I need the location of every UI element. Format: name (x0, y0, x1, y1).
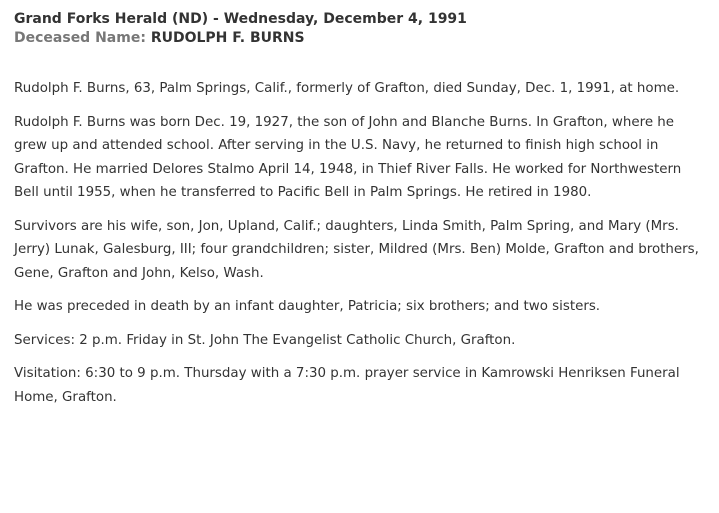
paragraph-survivors: Survivors are his wife, son, Jon, Upland, Calif.; daughters, Linda Smith, Palm Spring, and Mary (Mrs. Jerry) Lunak, Galesburg, III; four grandchildren; sister, Mildred (Mrs. Ben) Molde, Grafton and brothers, Gene, Grafton and John, Kelso, Wash. (14, 218, 699, 281)
obituary-article (14, 10, 704, 419)
deceased-name: RUDOLPH F. BURNS (150, 30, 305, 46)
obituary-body (14, 77, 704, 409)
paragraph-visitation: Visitation: 6:30 to 9 p.m. Thursday with a 7:30 p.m. prayer service in Kamrowski Henriksen Funeral Home, Grafton. (14, 366, 680, 405)
source-line (14, 10, 704, 29)
paragraph-services: Services: 2 p.m. Friday in St. John The Evangelist Catholic Church, Grafton. (14, 332, 516, 348)
header-separator: - (208, 11, 224, 27)
paragraph-death-notice: Rudolph F. Burns, 63, Palm Springs, Calif., formerly of Grafton, died Sunday, Dec. 1, 1991, at home. (14, 81, 680, 96)
paragraph-preceded: He was preceded in death by an infant daughter, Patricia; six brothers; and two sisters. (14, 299, 601, 314)
deceased-label: Deceased Name: (14, 30, 146, 46)
publication-date: Wednesday, December 4, 1991 (223, 11, 467, 27)
deceased-line (14, 29, 704, 48)
paragraph-biography: Rudolph F. Burns was born Dec. 19, 1927, the son of John and Blanche Burns. In Grafton, where he grew up and attended school. After serving in the U.S. Navy, he returned to finish high school in Grafton. He married Delores Stalmo April 14, 1948, in Thief River Falls. He worked for Northwestern Bell until 1955, when he transferred to Pacific Bell in Palm Springs. He retired in 1980. (14, 114, 682, 200)
newspaper-name: Grand Forks Herald (ND) (14, 11, 209, 27)
